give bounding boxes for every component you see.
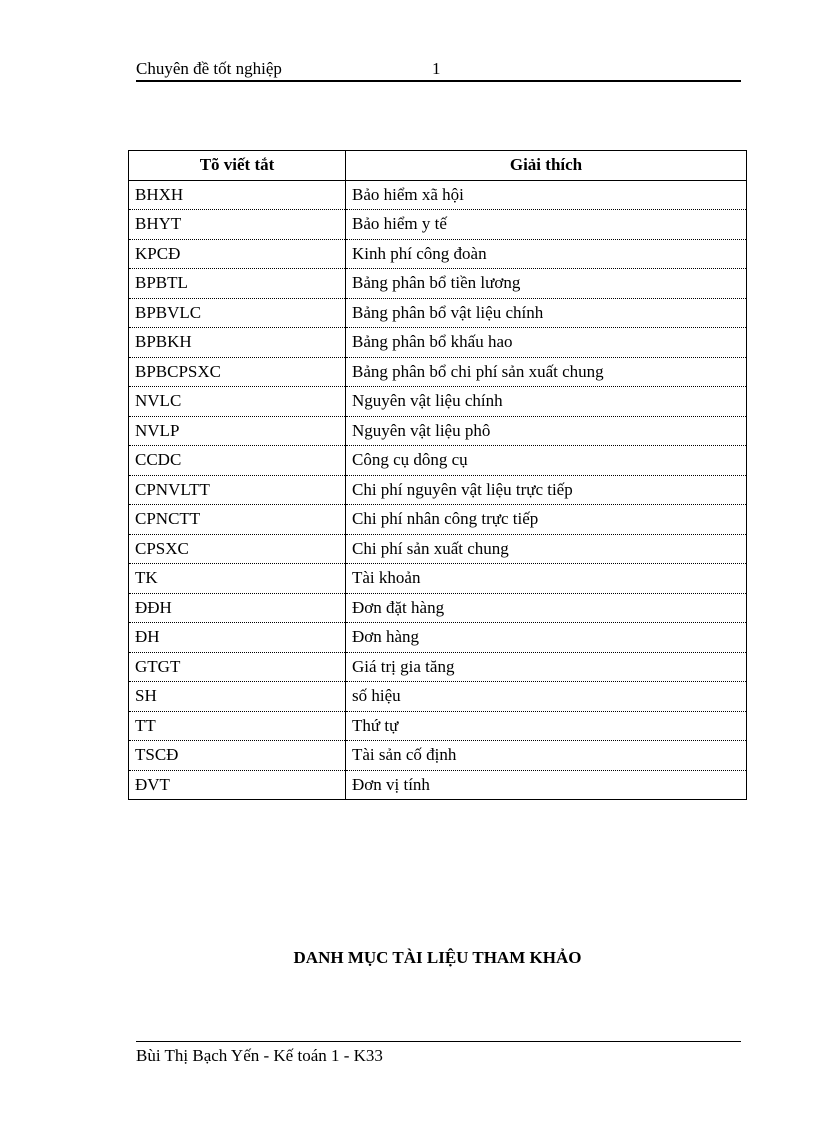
section-title: DANH MỤC TÀI LIỆU THAM KHẢO: [293, 948, 582, 967]
table-row: [129, 711, 747, 741]
abbreviation-cell: SH: [129, 682, 346, 712]
table-row: [129, 357, 747, 387]
abbreviation-cell: BPBVLC: [129, 298, 346, 328]
abbreviation-cell: NVLP: [129, 416, 346, 446]
table-row: [129, 387, 747, 417]
abbreviation-cell: ĐĐH: [129, 593, 346, 623]
footer-author: Bùi Thị Bạch Yến - Kế toán 1 - K33: [136, 1046, 383, 1065]
explanation-cell: Bảng phân bổ tiền lương: [346, 269, 747, 299]
explanation-cell: Giá trị gia tăng: [346, 652, 747, 682]
explanation-cell: Chi phí nguyên vật liệu trực tiếp: [346, 475, 747, 505]
page-number: 1: [432, 59, 441, 78]
table-row: [129, 741, 747, 771]
abbreviation-cell: BPBCPSXC: [129, 357, 346, 387]
table-row: [129, 770, 747, 800]
table-row: [129, 505, 747, 535]
table-row: [129, 564, 747, 594]
explanation-cell: Chi phí sản xuất chung: [346, 534, 747, 564]
table-row: [129, 269, 747, 299]
explanation-cell: số hiệu: [346, 682, 747, 712]
table-row: [129, 210, 747, 240]
abbreviation-cell: BHXH: [129, 180, 346, 210]
table-header-row: [129, 151, 747, 181]
table-row: [129, 328, 747, 358]
abbreviation-cell: CPSXC: [129, 534, 346, 564]
table-row: [129, 416, 747, 446]
abbreviation-cell: TSCĐ: [129, 741, 346, 771]
abbreviation-cell: BPBKH: [129, 328, 346, 358]
abbreviation-cell: ĐH: [129, 623, 346, 653]
explanation-cell: Chi phí nhân công trực tiếp: [346, 505, 747, 535]
table-row: [129, 475, 747, 505]
table-row: [129, 623, 747, 653]
explanation-cell: Đơn đặt hàng: [346, 593, 747, 623]
abbreviation-table: [128, 150, 747, 800]
table-row: [129, 593, 747, 623]
abbreviation-cell: NVLC: [129, 387, 346, 417]
explanation-cell: Thứ tự: [346, 711, 747, 741]
explanation-cell: Nguyên vật liệu phô: [346, 416, 747, 446]
abbreviation-cell: TK: [129, 564, 346, 594]
table-row: [129, 298, 747, 328]
explanation-cell: Công cụ dông cụ: [346, 446, 747, 476]
explanation-cell: Bảng phân bổ chi phí sản xuất chung: [346, 357, 747, 387]
abbreviation-cell: CCDC: [129, 446, 346, 476]
abbreviation-cell: GTGT: [129, 652, 346, 682]
abbreviation-cell: BPBTL: [129, 269, 346, 299]
explanation-cell: Bảo hiểm xã hội: [346, 180, 747, 210]
abbreviation-cell: ĐVT: [129, 770, 346, 800]
table-row: [129, 239, 747, 269]
page-header: [136, 58, 741, 82]
column-header-explanation: Giải thích: [346, 151, 747, 181]
column-header-abbreviation: Tõ viết tắt: [129, 151, 346, 181]
abbreviation-cell: TT: [129, 711, 346, 741]
table-row: [129, 682, 747, 712]
table-row: [129, 446, 747, 476]
page-footer: [136, 1041, 741, 1066]
abbreviation-cell: KPCĐ: [129, 239, 346, 269]
explanation-cell: Bảng phân bổ vật liệu chính: [346, 298, 747, 328]
abbreviation-cell: CPNCTT: [129, 505, 346, 535]
table-row: [129, 534, 747, 564]
explanation-cell: Bảng phân bổ khấu hao: [346, 328, 747, 358]
explanation-cell: Đơn vị tính: [346, 770, 747, 800]
explanation-cell: Tài sản cố định: [346, 741, 747, 771]
explanation-cell: Kinh phí công đoàn: [346, 239, 747, 269]
abbreviation-cell: BHYT: [129, 210, 346, 240]
explanation-cell: Tài khoản: [346, 564, 747, 594]
table-row: [129, 180, 747, 210]
table-row: [129, 652, 747, 682]
explanation-cell: Đơn hàng: [346, 623, 747, 653]
document-title: Chuyên đề tốt nghiệp: [136, 59, 282, 78]
abbreviation-cell: CPNVLTT: [129, 475, 346, 505]
explanation-cell: Bảo hiểm y tế: [346, 210, 747, 240]
explanation-cell: Nguyên vật liệu chính: [346, 387, 747, 417]
